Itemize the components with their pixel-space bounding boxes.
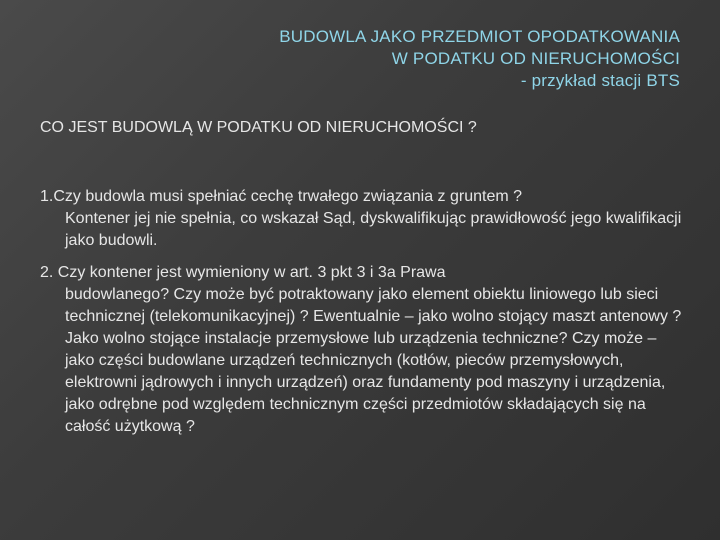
list-item	[40, 262, 690, 438]
list-item-first-line: 1.Czy budowla musi spełniać cechę trwałego związania z gruntem ?	[40, 188, 523, 205]
slide-content	[40, 117, 690, 448]
list-item	[40, 186, 690, 252]
content-heading: CO JEST BUDOWLĄ W PODATKU OD NIERUCHOMOŚCI ?	[40, 119, 477, 136]
list-item-continuation: Kontener jej nie spełnia, co wskazał Sąd, dyskwalifikując prawidłowość jego kwalifikacji jako budowli.	[65, 210, 682, 249]
title-line-3: - przykład stacji BTS	[520, 71, 680, 90]
slide-title	[80, 26, 680, 92]
title-line-2: W PODATKU OD NIERUCHOMOŚCI	[391, 49, 680, 68]
list-item-first-line: 2. Czy kontener jest wymieniony w art. 3 pkt 3 i 3a Prawa	[40, 264, 446, 281]
list-item-continuation: budowlanego? Czy może być potraktowany jako element obiektu liniowego lub sieci technicznej (telekomunikacyjnej) ? Ewentualnie – jako wolno stojący maszt antenowy ? Jako wolno stojące instalacje przemysłowe lub urządzenia techniczne? Czy może – jako części budowlane urządzeń technicznych (kotłów, pieców przemysłowych, elektrowni jądrowych i innych urządzeń) oraz fundamenty pod maszyny i urządzenia, jako odrębne pod względem technicznym części przedmiotów składających się na całość użytkową ?	[65, 286, 682, 435]
title-line-1: BUDOWLA JAKO PRZEDMIOT OPODATKOWANIA	[279, 27, 680, 46]
